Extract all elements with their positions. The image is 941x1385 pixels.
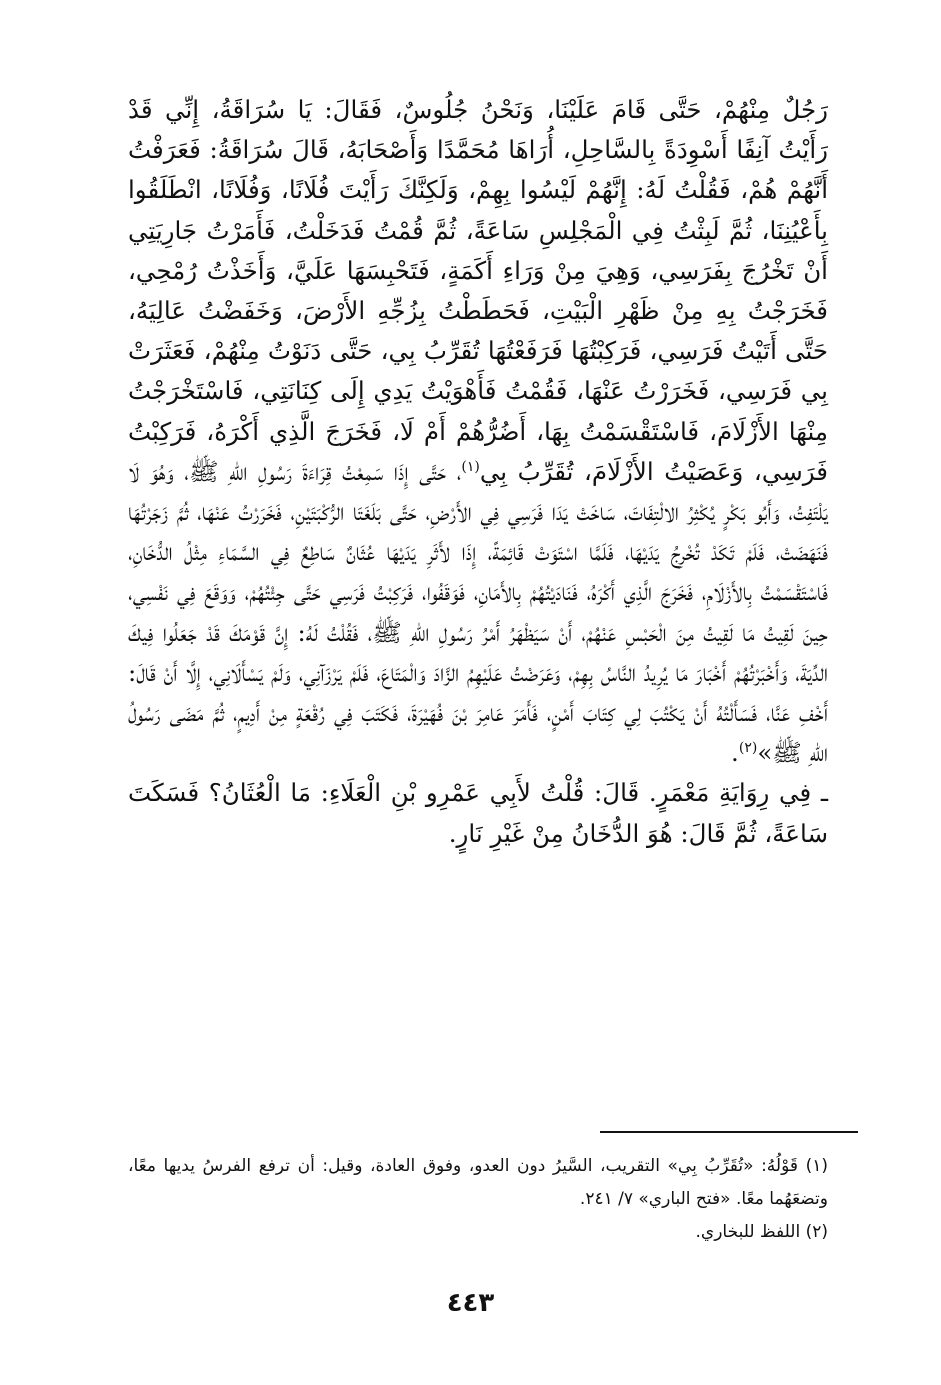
hadith-paragraph: [128, 90, 828, 773]
footnote-divider: [600, 1131, 858, 1133]
footnote-2: (٢) اللفظ للبخاري.: [695, 1222, 828, 1242]
page-number: ٤٤٣: [446, 1288, 495, 1318]
footnote-reference-2[interactable]: (٢): [738, 740, 758, 757]
main-text-block: [128, 90, 828, 854]
narration-paragraph: ـ فِي رِوَايَةِ مَعْمَرٍ. قَالَ: قُلْتُ لأَبِي عَمْرِو بْنِ الْعَلَاءِ: مَا الْعُثَانُ؟ فَسَكَتَ سَاعَةً، ثُمَّ قَالَ: هُوَ الدُّخَانُ مِنْ غَيْرِ نَارٍ.: [128, 778, 828, 848]
hadith-text-part-b: ، حَتَّى إِذَا سَمِعْتُ قِرَاءَةَ رَسُولِ اللهِ ﷺ، وَهُوَ لَا يَلْتَفِتُ، وَأَبُو بَكْرٍ يُكْثِرُ الالْتِفَاتَ، سَاخَتْ يَدَا فَرَسِي فِي الأَرْضِ، حَتَّى بَلَغَتَا الرُّكْبَتَيْنِ، فَخَرَرْتُ عَنْهَا، ثُمَّ زَجَرْتُهَا فَنَهَضَتْ، فَلَمْ تَكَدْ تُخْرِجُ يَدَيْهَا، فَلَمَّا اسْتَوَتْ قَائِمَةً، إِذَا لأَثَرِ يَدَيْهَا عُثَانٌ سَاطِعٌ فِي السَّمَاءِ مِثْلُ الدُّخَانِ، فَاسْتَقْسَمْتُ بِالأَزْلَامِ، فَخَرَجَ الَّذِي أَكْرَهُ، فَنَادَيْتُهُمْ بِالأَمَانِ، فَوَقَفُوا، فَرَكِبْتُ فَرَسِي حَتَّى جِئْتُهُمْ، وَوَقَعَ فِي نَفْسِي، حِينَ لَقِيتُ مَا لَقِيتُ مِنَ الْحَبْسِ عَنْهُمْ، أَنْ سَيَظْهَرُ أَمْرُ رَسُولِ اللهِ ﷺ، فَقُلْتُ لَهُ: إِنَّ قَوْمَكَ قَدْ جَعَلُوا فِيكَ الدِّيَةَ، وَأَخْبَرْتُهُمْ أَخْبَارَ مَا يُرِيدُ النَّاسُ بِهِمْ، وَعَرَضْتُ عَلَيْهِمُ الزَّادَ وَالْمَتَاعَ، فَلَمْ يَرْزَآنِي، وَلَمْ يَسْأَلَانِي، إِلَّا أَنْ قَالَ: أَخْفِ عَنَّا، فَسَأَلْتُهُ أَنْ يَكْتُبَ لِي كِتَابَ أَمْنٍ، فَأَمَرَ عَامِرَ بْنَ فُهَيْرَةَ، فَكَتَبَ فِي رُقْعَةٍ مِنْ أَدِيمٍ، ثُمَّ مَضَى رَسُولُ اللهِ ﷺ»: [128, 456, 828, 768]
footnotes-section: [128, 1150, 828, 1249]
hadith-text-part-a: رَجُلٌ مِنْهُمْ، حَتَّى قَامَ عَلَيْنَا، وَنَحْنُ جُلُوسٌ، فَقَالَ: يَا سُرَاقَةُ، إِنِّي قَدْ رَأَيْتُ آنِفًا أَسْوِدَةً بِالسَّاحِلِ، أُرَاهَا مُحَمَّدًا وَأَصْحَابَهُ، قَالَ سُرَاقَةُ: فَعَرَفْتُ أَنَّهُمْ هُمْ، فَقُلْتُ لَهُ: إِنَّهُمْ لَيْسُوا بِهِمْ، وَلَكِنَّكَ رَأَيْتَ فُلَانًا، وَفُلَانًا، انْطَلَقُوا بِأَعْيُنِنَا، ثُمَّ لَبِثْتُ فِي الْمَجْلِسِ سَاعَةً، ثُمَّ قُمْتُ فَدَخَلْتُ، فَأَمَرْتُ جَارِيَتِي أَنْ تَخْرُجَ بِفَرَسِي، وَهِيَ مِنْ وَرَاءِ أَكَمَةٍ، فَتَحْبِسَهَا عَلَيَّ، وَأَخَذْتُ رُمْحِي، فَخَرَجْتُ بِهِ مِنْ ظَهْرِ الْبَيْتِ، فَحَطَطْتُ بِزُجِّهِ الأَرْضَ، وَخَفَضْتُ عَالِيَهُ، حَتَّى أَتَيْتُ فَرَسِي، فَرَكِبْتُهَا فَرَفَعْتُهَا تُقَرِّبُ بِي، حَتَّى دَنَوْتُ مِنْهُمْ، فَعَثَرَتْ بِي فَرَسِي، فَخَرَرْتُ عَنْهَا، فَقُمْتُ فَأَهْوَيْتُ يَدِي إِلَى كِنَانَتِي، فَاسْتَخْرَجْتُ مِنْهَا الأَزْلَامَ، فَاسْتَقْسَمْتُ بِهَا، أَضُرُّهُمْ أَمْ لَا، فَخَرَجَ الَّذِي أَكْرَهُ، فَرَكِبْتُ فَرَسِي، وَعَصَيْتُ الأَزْلَامَ، تُقَرِّبُ بِي: [128, 95, 828, 486]
footnote-reference-1[interactable]: (١): [461, 458, 480, 475]
hadith-paragraph-end: .: [731, 738, 739, 768]
footnote-1: (١) قَوْلُهُ: «تُقَرِّبُ بِي» التقريب، السَّيرُ دون العدو، وفوق العادة، وقيل: أن ترفع الفرسُ يديها معًا، وتضعَهُما معًا. «فتح الباري» ٧/ ٢٤١.: [128, 1156, 828, 1209]
